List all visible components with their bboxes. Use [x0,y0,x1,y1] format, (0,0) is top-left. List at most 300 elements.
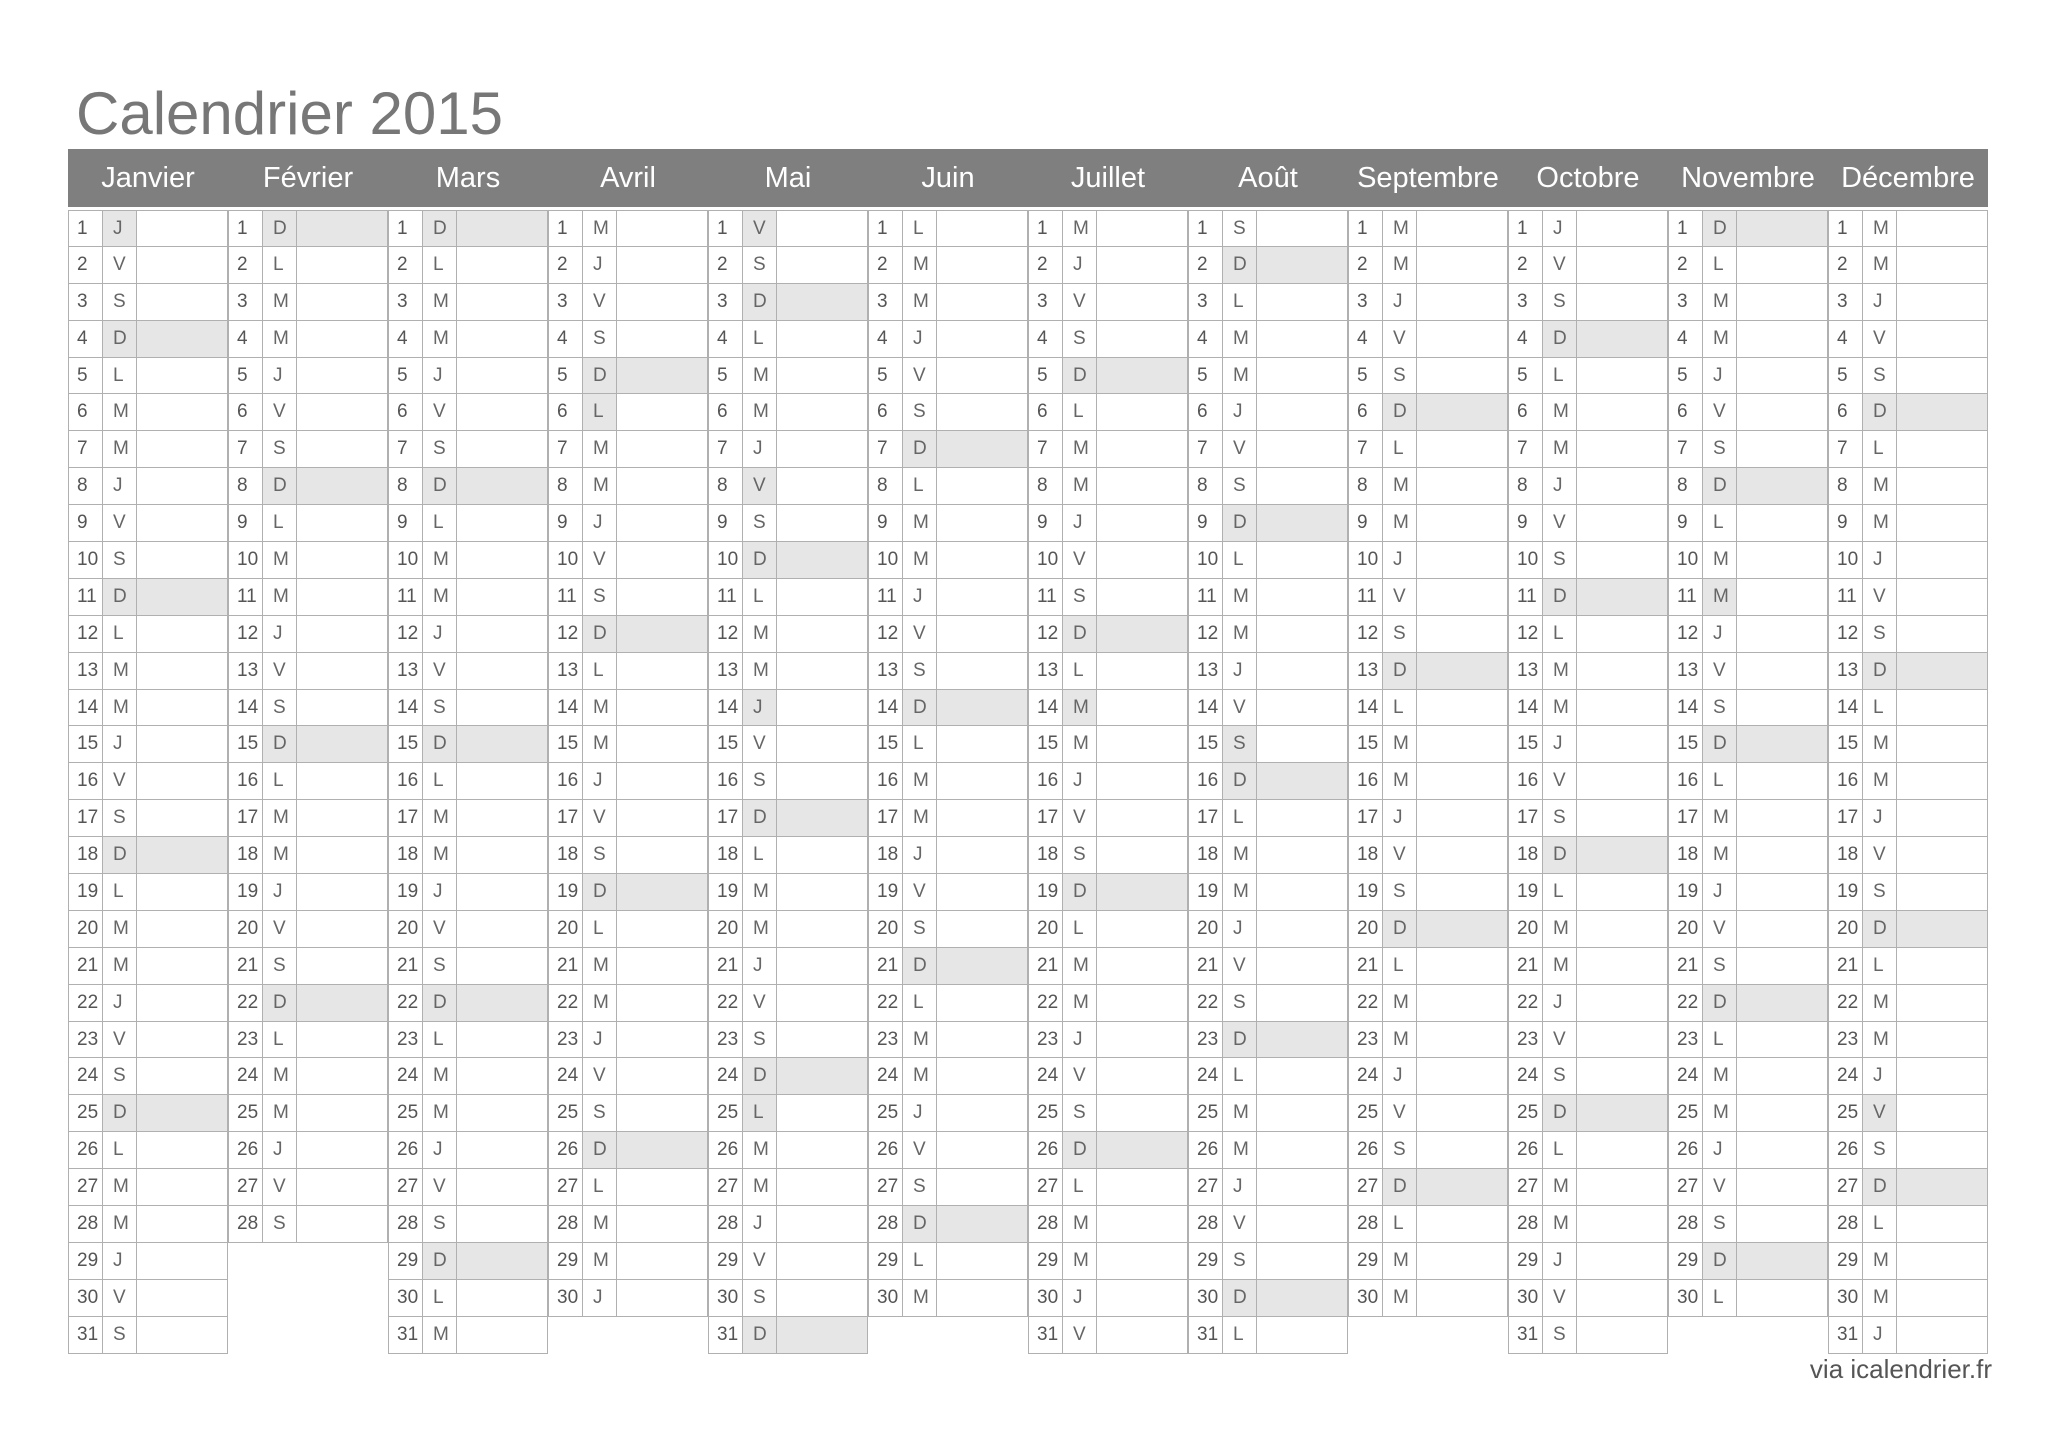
weekday-letter: J [1223,394,1257,430]
day-row [68,1058,228,1095]
note-cell [937,321,1027,357]
day-row [1188,1206,1348,1243]
note-cell [1417,358,1507,394]
note-cell [1897,653,1987,689]
day-number: 25 [869,1095,903,1131]
day-number: 29 [1029,1243,1063,1279]
weekday-letter: S [423,1206,457,1242]
weekday-letter: J [423,1132,457,1168]
day-number: 11 [549,579,583,615]
note-cell [1897,837,1987,873]
day-row [868,800,1028,837]
note-cell [457,911,547,947]
note-cell [1257,653,1347,689]
day-row [1188,690,1348,727]
weekday-letter: S [1863,874,1897,910]
note-cell [777,1243,867,1279]
weekday-letter: D [1063,874,1097,910]
day-row [1348,874,1508,911]
note-cell [457,800,547,836]
day-number: 7 [869,431,903,467]
month-header-6: Juin [921,162,975,194]
day-number: 12 [1829,616,1863,652]
note-cell [777,1317,867,1353]
day-number: 29 [549,1243,583,1279]
weekday-letter: S [743,763,777,799]
weekday-letter: V [583,1058,617,1094]
note-cell [1257,394,1347,430]
day-number: 5 [1669,358,1703,394]
weekday-letter: V [263,394,297,430]
note-cell [1737,1058,1827,1094]
day-row [1028,1132,1188,1169]
note-cell [617,1280,707,1316]
day-row [1188,505,1348,542]
day-number: 2 [709,247,743,283]
note-cell [1417,431,1507,467]
day-row [1188,284,1348,321]
day-number: 31 [1189,1317,1223,1353]
day-number: 10 [1189,542,1223,578]
day-row [1188,247,1348,284]
weekday-letter: V [103,1280,137,1316]
note-cell [617,763,707,799]
day-row [1348,542,1508,579]
day-number: 9 [389,505,423,541]
day-number: 6 [869,394,903,430]
note-cell [1577,579,1667,615]
note-cell [457,1317,547,1353]
day-number: 28 [869,1206,903,1242]
day-row [1668,616,1828,653]
note-cell [937,800,1027,836]
day-row [548,1058,708,1095]
weekday-letter: V [583,284,617,320]
day-number: 24 [869,1058,903,1094]
weekday-letter: S [1223,726,1257,762]
day-row [868,579,1028,616]
weekday-letter: L [1383,1206,1417,1242]
weekday-letter: J [583,1280,617,1316]
day-row [388,1022,548,1059]
day-number: 12 [709,616,743,652]
note-cell [1097,1169,1187,1205]
day-row [1348,358,1508,395]
weekday-letter: M [1863,726,1897,762]
day-number: 20 [709,911,743,947]
day-row [1828,985,1988,1022]
day-number: 26 [1509,1132,1543,1168]
day-row [1828,763,1988,800]
day-row [1508,985,1668,1022]
note-cell [777,211,867,246]
weekday-letter: M [1863,763,1897,799]
day-number: 20 [1029,911,1063,947]
day-row [1828,948,1988,985]
weekday-letter: V [1063,542,1097,578]
weekday-letter: M [1383,1022,1417,1058]
day-row [1508,1243,1668,1280]
weekday-letter: S [1223,211,1257,246]
day-number: 18 [1189,837,1223,873]
day-number: 17 [229,800,263,836]
note-cell [1737,468,1827,504]
day-row [1028,726,1188,763]
weekday-letter: S [583,1095,617,1131]
weekday-letter: S [583,321,617,357]
weekday-letter: J [1383,800,1417,836]
day-row [68,284,228,321]
day-number: 10 [709,542,743,578]
day-number: 30 [1509,1280,1543,1316]
day-number: 7 [1189,431,1223,467]
note-cell [617,1243,707,1279]
day-number: 11 [1829,579,1863,615]
weekday-letter: D [1223,763,1257,799]
day-row [1508,505,1668,542]
weekday-letter: D [423,1243,457,1279]
note-cell [937,1095,1027,1131]
weekday-letter: V [1703,394,1737,430]
note-cell [297,1022,387,1058]
day-row [388,431,548,468]
weekday-letter: S [1383,358,1417,394]
weekday-letter: D [1063,1132,1097,1168]
day-number: 17 [389,800,423,836]
day-row [228,468,388,505]
day-number: 21 [229,948,263,984]
day-row [708,985,868,1022]
day-number: 4 [709,321,743,357]
weekday-letter: J [1543,468,1577,504]
day-row [548,210,708,247]
day-number: 13 [1029,653,1063,689]
day-row [68,1243,228,1280]
note-cell [1577,468,1667,504]
day-number: 18 [229,837,263,873]
note-cell [457,726,547,762]
note-cell [1577,985,1667,1021]
day-number: 21 [1509,948,1543,984]
day-number: 24 [549,1058,583,1094]
weekday-letter: J [423,616,457,652]
day-row [1828,874,1988,911]
day-number: 14 [1349,690,1383,726]
day-row [548,1132,708,1169]
day-number: 31 [389,1317,423,1353]
page-title: Calendrier 2015 [76,80,503,147]
weekday-letter: D [1383,653,1417,689]
day-number: 1 [1509,211,1543,246]
day-number: 18 [1669,837,1703,873]
weekday-letter: M [1063,431,1097,467]
day-number: 28 [1029,1206,1063,1242]
weekday-letter: J [1543,726,1577,762]
day-number: 1 [1029,211,1063,246]
day-number: 26 [549,1132,583,1168]
note-cell [1417,247,1507,283]
day-number: 20 [69,911,103,947]
weekday-letter: V [1543,1280,1577,1316]
day-number: 13 [1509,653,1543,689]
day-row [708,579,868,616]
weekday-letter: V [1863,321,1897,357]
day-row [868,690,1028,727]
day-number: 18 [69,837,103,873]
note-cell [1897,616,1987,652]
day-number: 24 [1349,1058,1383,1094]
day-number: 12 [1669,616,1703,652]
day-number: 24 [229,1058,263,1094]
day-number: 29 [709,1243,743,1279]
day-number: 13 [709,653,743,689]
note-cell [1257,1058,1347,1094]
note-cell [137,763,227,799]
weekday-letter: M [743,653,777,689]
day-row [1668,1022,1828,1059]
note-cell [1577,1058,1667,1094]
note-cell [1737,1206,1827,1242]
note-cell [137,468,227,504]
note-cell [137,616,227,652]
weekday-letter: M [1223,616,1257,652]
weekday-letter: D [1383,911,1417,947]
day-number: 18 [1829,837,1863,873]
note-cell [1097,690,1187,726]
day-row [868,616,1028,653]
note-cell [1737,1095,1827,1131]
note-cell [777,468,867,504]
note-cell [1577,690,1667,726]
day-number: 11 [229,579,263,615]
day-row [68,1095,228,1132]
note-cell [777,431,867,467]
day-number: 7 [229,431,263,467]
weekday-letter: J [743,431,777,467]
day-number: 4 [389,321,423,357]
weekday-letter: J [103,211,137,246]
day-row [1828,542,1988,579]
note-cell [297,653,387,689]
note-cell [937,284,1027,320]
day-number: 28 [1349,1206,1383,1242]
day-number: 20 [389,911,423,947]
day-number: 5 [69,358,103,394]
note-cell [1417,211,1507,246]
note-cell [1257,690,1347,726]
day-row [708,1280,868,1317]
weekday-letter: J [583,1022,617,1058]
weekday-letter: M [1863,1022,1897,1058]
day-number: 24 [389,1058,423,1094]
weekday-letter: V [1063,800,1097,836]
weekday-letter: S [103,800,137,836]
day-row [1828,690,1988,727]
note-cell [297,948,387,984]
day-row [68,321,228,358]
day-row [68,911,228,948]
month-column-8 [1188,210,1348,1354]
note-cell [1577,1095,1667,1131]
day-row [1188,1317,1348,1354]
weekday-letter: L [423,505,457,541]
day-row [388,653,548,690]
day-row [548,1022,708,1059]
day-number: 24 [1509,1058,1543,1094]
weekday-letter: L [743,837,777,873]
day-number: 5 [869,358,903,394]
day-row [1508,1022,1668,1059]
day-number: 10 [549,542,583,578]
weekday-letter: M [743,358,777,394]
day-number: 26 [1669,1132,1703,1168]
note-cell [137,1243,227,1279]
note-cell [1417,321,1507,357]
month-header-7: Juillet [1070,162,1146,194]
weekday-letter: S [1383,1132,1417,1168]
day-row [388,763,548,800]
weekday-letter: D [1063,358,1097,394]
note-cell [1097,874,1187,910]
day-number: 4 [1669,321,1703,357]
day-row [548,1243,708,1280]
day-number: 25 [709,1095,743,1131]
note-cell [617,1095,707,1131]
day-number: 15 [1669,726,1703,762]
weekday-letter: V [1863,837,1897,873]
day-row [548,505,708,542]
day-row [1508,690,1668,727]
day-row [1508,874,1668,911]
day-row [1508,1058,1668,1095]
weekday-letter: S [743,1280,777,1316]
weekday-letter: V [1063,1317,1097,1353]
note-cell [1737,247,1827,283]
weekday-letter: J [1063,247,1097,283]
day-row [548,394,708,431]
weekday-letter: J [1863,284,1897,320]
day-row [708,1095,868,1132]
weekday-letter: V [903,1132,937,1168]
weekday-letter: J [1703,874,1737,910]
day-row [708,1317,868,1354]
day-number: 4 [1029,321,1063,357]
day-row [708,321,868,358]
note-cell [617,431,707,467]
day-number: 7 [549,431,583,467]
weekday-letter: M [583,690,617,726]
day-row [1508,1169,1668,1206]
note-cell [297,726,387,762]
day-number: 4 [69,321,103,357]
note-cell [617,1058,707,1094]
note-cell [1417,948,1507,984]
note-cell [617,247,707,283]
day-row [1188,911,1348,948]
day-row [1828,247,1988,284]
day-row [388,505,548,542]
weekday-letter: M [583,1206,617,1242]
day-row [1188,1132,1348,1169]
day-row [228,763,388,800]
weekday-letter: L [1383,431,1417,467]
day-number: 16 [69,763,103,799]
weekday-letter: J [1063,1022,1097,1058]
day-number: 11 [709,579,743,615]
note-cell [777,616,867,652]
day-number: 9 [869,505,903,541]
weekday-letter: S [1063,579,1097,615]
weekday-letter: V [103,763,137,799]
weekday-letter: M [263,542,297,578]
day-row [1028,1095,1188,1132]
day-number: 16 [1829,763,1863,799]
day-number: 1 [1189,211,1223,246]
day-number: 30 [1189,1280,1223,1316]
day-number: 24 [69,1058,103,1094]
day-row [228,1206,388,1243]
day-row [548,1280,708,1317]
weekday-letter: L [1863,690,1897,726]
note-cell [617,321,707,357]
note-cell [1897,211,1987,246]
note-cell [297,579,387,615]
note-cell [1897,1095,1987,1131]
weekday-letter: M [423,579,457,615]
note-cell [1737,616,1827,652]
note-cell [1417,653,1507,689]
weekday-letter: J [423,874,457,910]
note-cell [937,763,1027,799]
day-number: 3 [1669,284,1703,320]
note-cell [1097,321,1187,357]
weekday-letter: M [263,800,297,836]
note-cell [1737,211,1827,246]
day-row [388,800,548,837]
day-number: 27 [69,1169,103,1205]
day-number: 19 [1349,874,1383,910]
day-row [228,1169,388,1206]
day-row [868,1058,1028,1095]
day-row [868,321,1028,358]
day-row [1028,1022,1188,1059]
weekday-letter: D [903,690,937,726]
weekday-letter: M [103,394,137,430]
day-number: 19 [869,874,903,910]
note-cell [1577,763,1667,799]
note-cell [1737,948,1827,984]
note-cell [1577,1206,1667,1242]
day-row [1668,1132,1828,1169]
day-number: 17 [549,800,583,836]
day-number: 17 [1669,800,1703,836]
weekday-letter: J [743,948,777,984]
day-row [708,1206,868,1243]
note-cell [777,1095,867,1131]
day-number: 8 [1189,468,1223,504]
day-number: 1 [1349,211,1383,246]
note-cell [1097,837,1187,873]
weekday-letter: M [903,1022,937,1058]
day-row [548,653,708,690]
day-row [1028,358,1188,395]
day-row [1668,726,1828,763]
note-cell [1577,1132,1667,1168]
weekday-letter: V [903,616,937,652]
weekday-letter: M [1703,321,1737,357]
day-number: 16 [1029,763,1063,799]
day-row [1028,1206,1188,1243]
